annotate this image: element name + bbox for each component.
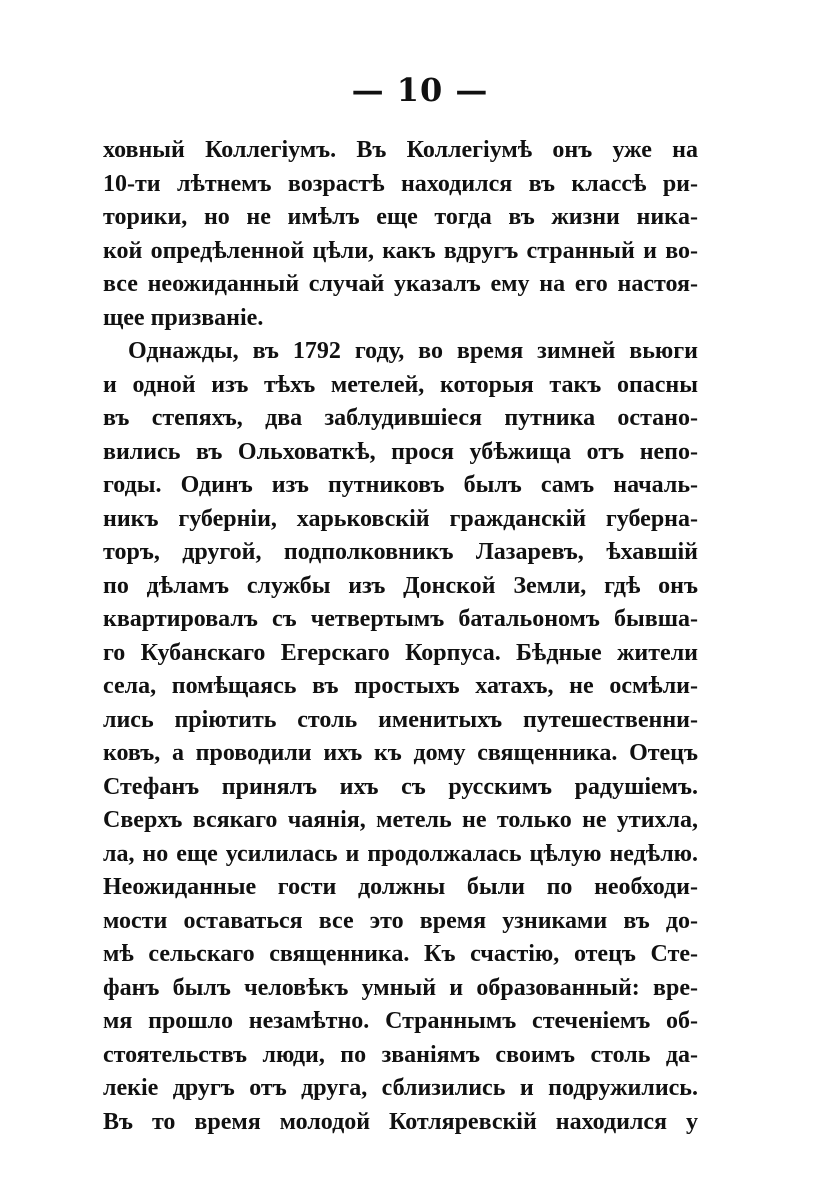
text-line: ховный Коллегіумъ. Въ Коллегіумѣ онъ уже на [103,137,698,163]
text-line: торики, но не имѣлъ еще тогда въ жизни никa- [103,204,698,230]
text-line: годы. Одинъ изъ путниковъ былъ самъ началь- [103,472,698,498]
text-line: вились въ Ольховаткѣ, прося убѣжища отъ непо- [103,438,698,465]
text-line: стоятельствъ люди, по званіямъ своимъ столь да- [103,1041,698,1068]
text-line: Въ то время молодой Котляревскій находился у [103,1108,698,1135]
text-line: Сверхъ всякаго чаянія, метель не только не утихла, [103,807,698,833]
text-line: Однажды, въ 1792 году, во время зимней вьюги [128,338,698,364]
text-line: въ степяхъ, два заблудившіеся путника остано- [103,405,698,431]
text-line: мя прошло незамѣтно. Страннымъ стеченіемъ об- [103,1008,698,1034]
text-line: квартировалъ съ четвертымъ батальономъ бывша- [103,606,698,632]
text-line: 10-ти лѣтнемъ возрастѣ находился въ классѣ ри- [103,170,698,197]
body-text [103,134,698,1139]
text-line: торъ, другой, подполковникъ Лазаревъ, ѣхавшій [103,539,698,565]
text-line: мости оставаться все это время узниками въ до- [103,907,698,934]
text-line: го Кубанскаго Егерскаго Корпуса. Бѣдные жители [103,639,698,666]
text-line: ла, но еще усилилась и продолжалась цѣлую недѣлю. [103,840,698,867]
text-line: лекіе другъ отъ друга, сблизились и подружились. [103,1075,698,1101]
text-line: мѣ сельскаго священника. Къ счастію, отецъ Сте- [103,941,698,967]
text-line: кой опредѣленной цѣли, какъ вдругъ странный и во- [103,237,698,264]
text-line: по дѣламъ службы изъ Донской Земли, гдѣ онъ [103,572,698,599]
text-line: лись пріютить столь именитыхъ путешественни- [103,706,698,733]
text-line: щее призваніе. [103,304,264,331]
text-line: села, помѣщаясь въ простыхъ хатахъ, не осмѣли- [103,673,698,699]
text-line: и одной изъ тѣхъ метелей, которыя такъ опасны [103,371,698,398]
text-line: Стефанъ принялъ ихъ съ русскимъ радушіемъ. [103,773,698,800]
text-line: все неожиданный случай указалъ ему на его настоя- [103,271,698,297]
text-line: ковъ, а проводили ихъ къ дому священника. Отецъ [103,740,698,766]
text-line: никъ губерніи, харьковскій гражданскій губерна- [103,505,698,532]
page-number: — 10 — [351,71,489,109]
text-line: Неожиданные гости должны были по необходи- [103,874,698,900]
text-line: фанъ былъ человѣкъ умный и образованный: вре- [103,974,698,1001]
